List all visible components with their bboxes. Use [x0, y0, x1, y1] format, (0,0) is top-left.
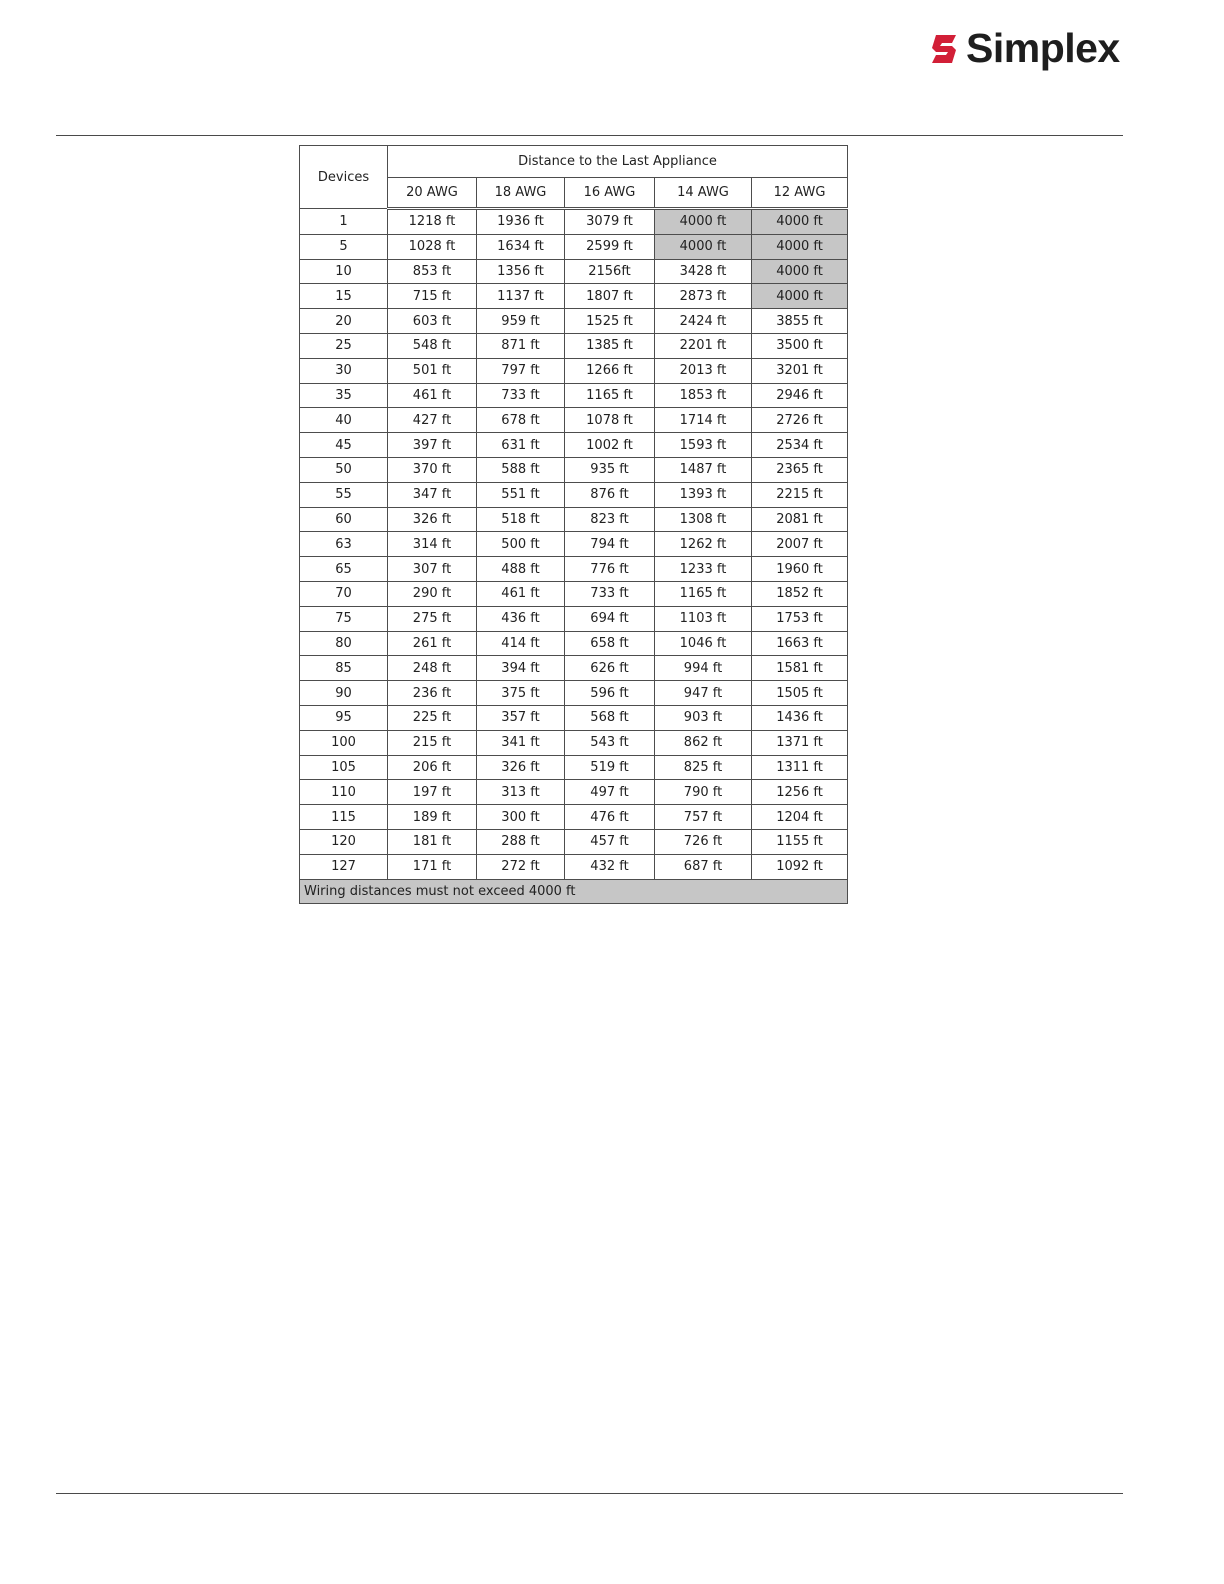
table-row — [300, 829, 848, 854]
distance-cell: 1853 ft — [655, 383, 752, 408]
distance-cell: 4000 ft — [655, 209, 752, 235]
device-count-cell: 30 — [300, 358, 388, 383]
distance-cell: 2599 ft — [565, 234, 655, 259]
device-count-cell: 63 — [300, 532, 388, 557]
distance-cell: 1165 ft — [655, 581, 752, 606]
distance-cell: 1233 ft — [655, 557, 752, 582]
distance-cell: 2873 ft — [655, 284, 752, 309]
device-count-cell: 127 — [300, 854, 388, 879]
distance-cell: 370 ft — [388, 457, 477, 482]
distance-cell: 3855 ft — [752, 309, 848, 334]
table-row — [300, 730, 848, 755]
distance-cell: 551 ft — [477, 482, 565, 507]
distance-cell: 1028 ft — [388, 234, 477, 259]
distance-cell: 457 ft — [565, 829, 655, 854]
distance-cell: 313 ft — [477, 780, 565, 805]
distance-cell: 501 ft — [388, 358, 477, 383]
table-row — [300, 805, 848, 830]
table-row — [300, 358, 848, 383]
distance-cell: 519 ft — [565, 755, 655, 780]
distance-cell: 1046 ft — [655, 631, 752, 656]
distance-cell: 568 ft — [565, 705, 655, 730]
distance-cell: 1936 ft — [477, 209, 565, 235]
table-row — [300, 309, 848, 334]
distance-cell: 757 ft — [655, 805, 752, 830]
distance-cell: 2081 ft — [752, 507, 848, 532]
distance-cell: 2365 ft — [752, 457, 848, 482]
device-count-cell: 15 — [300, 284, 388, 309]
device-count-cell: 45 — [300, 433, 388, 458]
distance-cell: 4000 ft — [655, 234, 752, 259]
distance-cell: 288 ft — [477, 829, 565, 854]
distance-cell: 794 ft — [565, 532, 655, 557]
distance-cell: 215 ft — [388, 730, 477, 755]
column-header: 16 AWG — [565, 178, 655, 209]
distance-cell: 326 ft — [388, 507, 477, 532]
distance-cell: 4000 ft — [752, 234, 848, 259]
device-count-cell: 90 — [300, 681, 388, 706]
wiring-distance-table — [299, 145, 848, 904]
table-row — [300, 656, 848, 681]
simplex-logo — [930, 25, 1120, 71]
distance-cell: 1753 ft — [752, 606, 848, 631]
distance-cell: 1852 ft — [752, 581, 848, 606]
distance-cell: 4000 ft — [752, 284, 848, 309]
distance-cell: 1581 ft — [752, 656, 848, 681]
table-row — [300, 234, 848, 259]
distance-cell: 1078 ft — [565, 408, 655, 433]
column-header: 14 AWG — [655, 178, 752, 209]
distance-cell: 197 ft — [388, 780, 477, 805]
distance-cell: 825 ft — [655, 755, 752, 780]
device-count-cell: 5 — [300, 234, 388, 259]
distance-cell: 236 ft — [388, 681, 477, 706]
table-row — [300, 780, 848, 805]
distance-cell: 596 ft — [565, 681, 655, 706]
table-row — [300, 854, 848, 879]
device-count-cell: 55 — [300, 482, 388, 507]
device-count-cell: 110 — [300, 780, 388, 805]
distance-cell: 715 ft — [388, 284, 477, 309]
table-row — [300, 557, 848, 582]
distance-cell: 1204 ft — [752, 805, 848, 830]
device-count-cell: 95 — [300, 705, 388, 730]
distance-cell: 3500 ft — [752, 333, 848, 358]
column-header: 20 AWG — [388, 178, 477, 209]
device-count-cell: 80 — [300, 631, 388, 656]
device-count-cell: 85 — [300, 656, 388, 681]
table-footnote: Wiring distances must not exceed 4000 ft — [300, 879, 848, 903]
distance-cell: 1487 ft — [655, 457, 752, 482]
devices-header: Devices — [300, 146, 388, 209]
distance-cell: 171 ft — [388, 854, 477, 879]
distance-cell: 275 ft — [388, 606, 477, 631]
distance-cell: 1393 ft — [655, 482, 752, 507]
device-count-cell: 25 — [300, 333, 388, 358]
distance-cell: 3201 ft — [752, 358, 848, 383]
distance-cell: 1218 ft — [388, 209, 477, 235]
distance-cell: 436 ft — [477, 606, 565, 631]
distance-cell: 1256 ft — [752, 780, 848, 805]
table-row — [300, 457, 848, 482]
distance-cell: 626 ft — [565, 656, 655, 681]
distance-cell: 314 ft — [388, 532, 477, 557]
distance-cell: 631 ft — [477, 433, 565, 458]
distance-cell: 248 ft — [388, 656, 477, 681]
distance-cell: 853 ft — [388, 259, 477, 284]
distance-cell: 1002 ft — [565, 433, 655, 458]
distance-cell: 603 ft — [388, 309, 477, 334]
distance-cell: 3079 ft — [565, 209, 655, 235]
distance-cell: 876 ft — [565, 482, 655, 507]
distance-cell: 1663 ft — [752, 631, 848, 656]
header-divider — [56, 135, 1123, 136]
distance-cell: 1356 ft — [477, 259, 565, 284]
distance-cell: 290 ft — [388, 581, 477, 606]
distance-cell: 733 ft — [565, 581, 655, 606]
distance-cell: 357 ft — [477, 705, 565, 730]
table-row — [300, 482, 848, 507]
distance-cell: 2946 ft — [752, 383, 848, 408]
distance-cell: 500 ft — [477, 532, 565, 557]
distance-cell: 1436 ft — [752, 705, 848, 730]
distance-cell: 2156ft — [565, 259, 655, 284]
distance-group-header: Distance to the Last Appliance — [388, 146, 848, 178]
distance-cell: 432 ft — [565, 854, 655, 879]
distance-cell: 1308 ft — [655, 507, 752, 532]
distance-cell: 947 ft — [655, 681, 752, 706]
table-row — [300, 209, 848, 235]
table-row — [300, 681, 848, 706]
distance-cell: 206 ft — [388, 755, 477, 780]
footer-divider — [56, 1493, 1123, 1494]
device-count-cell: 1 — [300, 209, 388, 235]
distance-cell: 1593 ft — [655, 433, 752, 458]
table-row — [300, 408, 848, 433]
distance-cell: 935 ft — [565, 457, 655, 482]
distance-cell: 678 ft — [477, 408, 565, 433]
distance-cell: 476 ft — [565, 805, 655, 830]
device-count-cell: 120 — [300, 829, 388, 854]
distance-cell: 1092 ft — [752, 854, 848, 879]
distance-cell: 694 ft — [565, 606, 655, 631]
distance-cell: 414 ft — [477, 631, 565, 656]
column-header: 18 AWG — [477, 178, 565, 209]
distance-cell: 189 ft — [388, 805, 477, 830]
table-row — [300, 532, 848, 557]
distance-cell: 1262 ft — [655, 532, 752, 557]
distance-cell: 1525 ft — [565, 309, 655, 334]
distance-cell: 903 ft — [655, 705, 752, 730]
distance-cell: 2215 ft — [752, 482, 848, 507]
distance-cell: 347 ft — [388, 482, 477, 507]
device-count-cell: 10 — [300, 259, 388, 284]
table-row — [300, 507, 848, 532]
distance-cell: 726 ft — [655, 829, 752, 854]
device-count-cell: 100 — [300, 730, 388, 755]
distance-cell: 488 ft — [477, 557, 565, 582]
distance-cell: 341 ft — [477, 730, 565, 755]
distance-cell: 4000 ft — [752, 209, 848, 235]
distance-cell: 1385 ft — [565, 333, 655, 358]
table-row — [300, 433, 848, 458]
table-row — [300, 581, 848, 606]
distance-cell: 2534 ft — [752, 433, 848, 458]
distance-cell: 823 ft — [565, 507, 655, 532]
distance-cell: 543 ft — [565, 730, 655, 755]
distance-cell: 1311 ft — [752, 755, 848, 780]
distance-cell: 658 ft — [565, 631, 655, 656]
distance-cell: 1165 ft — [565, 383, 655, 408]
distance-cell: 326 ft — [477, 755, 565, 780]
distance-cell: 2007 ft — [752, 532, 848, 557]
distance-cell: 497 ft — [565, 780, 655, 805]
distance-cell: 1137 ft — [477, 284, 565, 309]
device-count-cell: 105 — [300, 755, 388, 780]
distance-cell: 181 ft — [388, 829, 477, 854]
table-row — [300, 383, 848, 408]
distance-cell: 272 ft — [477, 854, 565, 879]
device-count-cell: 50 — [300, 457, 388, 482]
device-count-cell: 75 — [300, 606, 388, 631]
distance-cell: 4000 ft — [752, 259, 848, 284]
table-row — [300, 259, 848, 284]
distance-cell: 871 ft — [477, 333, 565, 358]
device-count-cell: 70 — [300, 581, 388, 606]
distance-cell: 797 ft — [477, 358, 565, 383]
distance-cell: 776 ft — [565, 557, 655, 582]
distance-cell: 397 ft — [388, 433, 477, 458]
distance-cell: 2726 ft — [752, 408, 848, 433]
distance-cell: 2201 ft — [655, 333, 752, 358]
table-row — [300, 284, 848, 309]
distance-cell: 2424 ft — [655, 309, 752, 334]
table-row — [300, 755, 848, 780]
device-count-cell: 35 — [300, 383, 388, 408]
distance-cell: 687 ft — [655, 854, 752, 879]
distance-cell: 1714 ft — [655, 408, 752, 433]
distance-cell: 394 ft — [477, 656, 565, 681]
distance-cell: 1634 ft — [477, 234, 565, 259]
distance-cell: 733 ft — [477, 383, 565, 408]
distance-cell: 548 ft — [388, 333, 477, 358]
column-header: 12 AWG — [752, 178, 848, 209]
distance-cell: 261 ft — [388, 631, 477, 656]
distance-cell: 518 ft — [477, 507, 565, 532]
distance-cell: 1371 ft — [752, 730, 848, 755]
distance-cell: 588 ft — [477, 457, 565, 482]
distance-cell: 1505 ft — [752, 681, 848, 706]
device-count-cell: 65 — [300, 557, 388, 582]
device-count-cell: 40 — [300, 408, 388, 433]
device-count-cell: 115 — [300, 805, 388, 830]
distance-cell: 461 ft — [388, 383, 477, 408]
distance-cell: 225 ft — [388, 705, 477, 730]
distance-cell: 790 ft — [655, 780, 752, 805]
device-count-cell: 20 — [300, 309, 388, 334]
distance-cell: 300 ft — [477, 805, 565, 830]
distance-cell: 862 ft — [655, 730, 752, 755]
distance-cell: 1266 ft — [565, 358, 655, 383]
distance-cell: 1103 ft — [655, 606, 752, 631]
table-row — [300, 606, 848, 631]
distance-cell: 307 ft — [388, 557, 477, 582]
table-row — [300, 631, 848, 656]
distance-cell: 427 ft — [388, 408, 477, 433]
distance-cell: 3428 ft — [655, 259, 752, 284]
distance-cell: 1960 ft — [752, 557, 848, 582]
distance-cell: 2013 ft — [655, 358, 752, 383]
distance-cell: 1807 ft — [565, 284, 655, 309]
table-row — [300, 333, 848, 358]
simplex-mark-icon — [930, 33, 962, 65]
distance-cell: 375 ft — [477, 681, 565, 706]
distance-cell: 1155 ft — [752, 829, 848, 854]
distance-cell: 959 ft — [477, 309, 565, 334]
distance-cell: 994 ft — [655, 656, 752, 681]
brand-name: Simplex — [966, 25, 1120, 71]
distance-cell: 461 ft — [477, 581, 565, 606]
table-row — [300, 705, 848, 730]
device-count-cell: 60 — [300, 507, 388, 532]
